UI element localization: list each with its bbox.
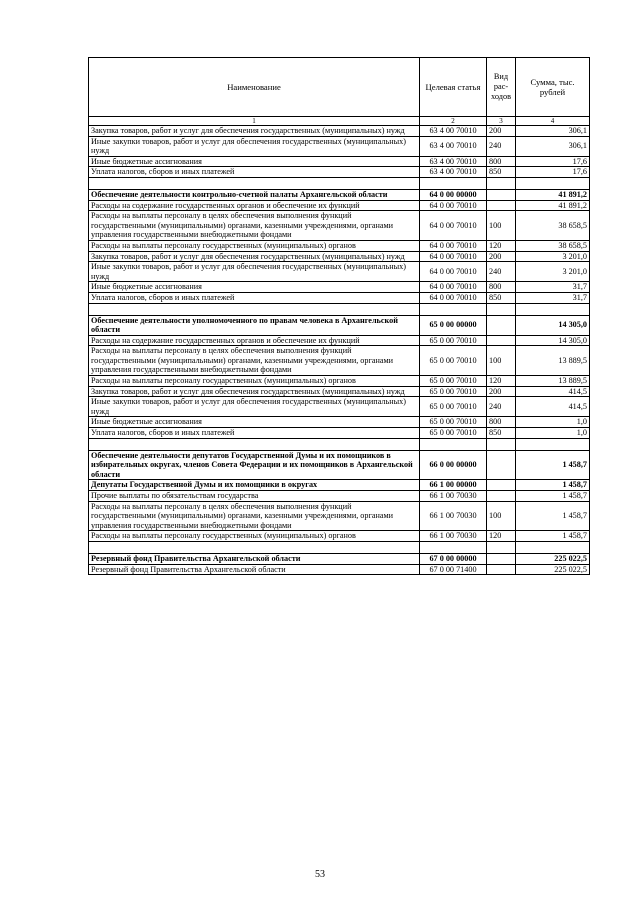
sum-cell: 414,5: [516, 386, 590, 397]
code-cell: 65 0 00 70010: [420, 335, 487, 346]
code-cell: 64 0 00 70010: [420, 240, 487, 251]
table-body: [89, 126, 590, 575]
name-cell: Уплата налогов, сборов и иных платежей: [89, 167, 420, 178]
name-cell: Расходы на выплаты персоналу в целях обеспечения выполнения функций государственными (муниципальными) органами, казенными учреждениями, органами управления государственными внебюджетными фондами: [89, 211, 420, 241]
table-row: [89, 564, 590, 575]
sum-cell: 1 458,7: [516, 491, 590, 502]
sum-cell: 1,0: [516, 428, 590, 439]
code-cell: 64 0 00 70010: [420, 282, 487, 293]
section-row: [89, 315, 590, 335]
type-cell: 800: [487, 156, 516, 167]
type-cell: 850: [487, 428, 516, 439]
code-cell: 65 0 00 70010: [420, 428, 487, 439]
type-cell: 240: [487, 136, 516, 156]
spacer-cell: [487, 541, 516, 553]
name-cell: Расходы на содержание государственных органов и обеспечение их функций: [89, 200, 420, 211]
column-number: 2: [420, 117, 487, 126]
table-row: [89, 491, 590, 502]
table-row: [89, 501, 590, 531]
name-cell: Закупка товаров, работ и услуг для обеспечения государственных (муниципальных) нужд: [89, 126, 420, 137]
type-cell: 100: [487, 501, 516, 531]
type-cell: 120: [487, 376, 516, 387]
type-cell: 200: [487, 126, 516, 137]
table-row: [89, 126, 590, 137]
spacer-cell: [89, 177, 420, 189]
type-cell: 100: [487, 346, 516, 376]
type-cell: 800: [487, 282, 516, 293]
name-cell: Обеспечение деятельности депутатов Государственной Думы и их помощников в избирательных округах, членов Совета Федерации и их помощников в Архангельской области: [89, 450, 420, 480]
name-cell: Расходы на выплаты персоналу государственных (муниципальных) органов: [89, 376, 420, 387]
table-row: [89, 167, 590, 178]
sum-cell: 13 889,5: [516, 376, 590, 387]
sum-cell: 1 458,7: [516, 450, 590, 480]
sum-cell: 14 305,0: [516, 315, 590, 335]
code-cell: 67 0 00 00000: [420, 553, 487, 564]
name-cell: Расходы на выплаты персоналу в целях обеспечения выполнения функций государственными (муниципальными) органами, казенными учреждениями, органами управления государственными внебюджетными фондами: [89, 501, 420, 531]
sum-cell: 17,6: [516, 167, 590, 178]
sum-cell: 3 201,0: [516, 262, 590, 282]
table-row: [89, 262, 590, 282]
section-row: [89, 450, 590, 480]
type-cell: 850: [487, 292, 516, 303]
spacer-cell: [420, 177, 487, 189]
header-type: Вид рас-ходов: [487, 58, 516, 117]
sum-cell: 306,1: [516, 136, 590, 156]
code-cell: 64 0 00 00000: [420, 189, 487, 200]
name-cell: Уплата налогов, сборов и иных платежей: [89, 292, 420, 303]
spacer-cell: [516, 438, 590, 450]
code-cell: 65 0 00 70010: [420, 397, 487, 417]
name-cell: Обеспечение деятельности уполномоченного по правам человека в Архангельской области: [89, 315, 420, 335]
column-number-row: [89, 117, 590, 126]
code-cell: 66 1 00 70030: [420, 491, 487, 502]
sum-cell: 225 022,5: [516, 553, 590, 564]
code-cell: 66 1 00 00000: [420, 480, 487, 491]
code-cell: 63 4 00 70010: [420, 156, 487, 167]
name-cell: Расходы на выплаты персоналу государственных (муниципальных) органов: [89, 531, 420, 542]
type-cell: [487, 200, 516, 211]
table-row: [89, 136, 590, 156]
code-cell: 65 0 00 70010: [420, 386, 487, 397]
table-row: [89, 531, 590, 542]
spacer-cell: [89, 303, 420, 315]
type-cell: [487, 564, 516, 575]
spacer-cell: [420, 303, 487, 315]
type-cell: [487, 450, 516, 480]
table-row: [89, 376, 590, 387]
name-cell: Расходы на выплаты персоналу в целях обеспечения выполнения функций государственными (муниципальными) органами, казенными учреждениями, органами управления государственными внебюджетными фондами: [89, 346, 420, 376]
code-cell: 64 0 00 70010: [420, 211, 487, 241]
table-row: [89, 428, 590, 439]
code-cell: 65 0 00 00000: [420, 315, 487, 335]
column-number: 3: [487, 117, 516, 126]
section-row: [89, 553, 590, 564]
name-cell: Резервный фонд Правительства Архангельской области: [89, 553, 420, 564]
spacer-row: [89, 541, 590, 553]
table-row: [89, 251, 590, 262]
sum-cell: 38 658,5: [516, 211, 590, 241]
table-row: [89, 335, 590, 346]
code-cell: 65 0 00 70010: [420, 346, 487, 376]
name-cell: Иные закупки товаров, работ и услуг для обеспечения государственных (муниципальных) нужд: [89, 136, 420, 156]
sum-cell: 306,1: [516, 126, 590, 137]
page-number: 53: [315, 869, 325, 880]
code-cell: 66 1 00 70030: [420, 531, 487, 542]
spacer-cell: [516, 177, 590, 189]
table-row: [89, 397, 590, 417]
name-cell: Иные закупки товаров, работ и услуг для обеспечения государственных (муниципальных) нужд: [89, 262, 420, 282]
name-cell: Иные бюджетные ассигнования: [89, 417, 420, 428]
code-cell: 64 0 00 70010: [420, 200, 487, 211]
type-cell: 850: [487, 167, 516, 178]
spacer-row: [89, 438, 590, 450]
sum-cell: 14 305,0: [516, 335, 590, 346]
name-cell: Иные бюджетные ассигнования: [89, 282, 420, 293]
type-cell: [487, 335, 516, 346]
type-cell: 200: [487, 386, 516, 397]
type-cell: [487, 491, 516, 502]
name-cell: Закупка товаров, работ и услуг для обеспечения государственных (муниципальных) нужд: [89, 251, 420, 262]
spacer-row: [89, 303, 590, 315]
sum-cell: 1 458,7: [516, 531, 590, 542]
table-row: [89, 346, 590, 376]
name-cell: Прочие выплаты по обязательствам государства: [89, 491, 420, 502]
type-cell: [487, 189, 516, 200]
type-cell: 120: [487, 531, 516, 542]
sum-cell: 3 201,0: [516, 251, 590, 262]
code-cell: 63 4 00 70010: [420, 126, 487, 137]
header-row: [89, 58, 590, 117]
type-cell: 120: [487, 240, 516, 251]
code-cell: 65 0 00 70010: [420, 417, 487, 428]
name-cell: Уплата налогов, сборов и иных платежей: [89, 428, 420, 439]
type-cell: 100: [487, 211, 516, 241]
spacer-cell: [420, 541, 487, 553]
spacer-cell: [516, 541, 590, 553]
code-cell: 67 0 00 71400: [420, 564, 487, 575]
type-cell: 240: [487, 262, 516, 282]
table-row: [89, 240, 590, 251]
code-cell: 64 0 00 70010: [420, 262, 487, 282]
sum-cell: 31,7: [516, 282, 590, 293]
column-number: 4: [516, 117, 590, 126]
sum-cell: 1 458,7: [516, 501, 590, 531]
budget-table: [88, 57, 590, 575]
spacer-cell: [516, 303, 590, 315]
name-cell: Резервный фонд Правительства Архангельской области: [89, 564, 420, 575]
type-cell: 800: [487, 417, 516, 428]
table-row: [89, 417, 590, 428]
sum-cell: 1 458,7: [516, 480, 590, 491]
sum-cell: 225 022,5: [516, 564, 590, 575]
name-cell: Иные бюджетные ассигнования: [89, 156, 420, 167]
code-cell: 63 4 00 70010: [420, 136, 487, 156]
spacer-cell: [487, 438, 516, 450]
sum-cell: 41 891,2: [516, 200, 590, 211]
spacer-cell: [487, 303, 516, 315]
type-cell: 200: [487, 251, 516, 262]
name-cell: Иные закупки товаров, работ и услуг для обеспечения государственных (муниципальных) нужд: [89, 397, 420, 417]
type-cell: 240: [487, 397, 516, 417]
table-row: [89, 282, 590, 293]
code-cell: 63 4 00 70010: [420, 167, 487, 178]
spacer-cell: [89, 438, 420, 450]
sum-cell: 1,0: [516, 417, 590, 428]
code-cell: 64 0 00 70010: [420, 292, 487, 303]
sum-cell: 31,7: [516, 292, 590, 303]
name-cell: Обеспечение деятельности контрольно-счетной палаты Архангельской области: [89, 189, 420, 200]
sum-cell: 17,6: [516, 156, 590, 167]
header-sum: Сумма, тыс. рублей: [516, 58, 590, 117]
table-row: [89, 386, 590, 397]
sum-cell: 38 658,5: [516, 240, 590, 251]
type-cell: [487, 553, 516, 564]
name-cell: Расходы на содержание государственных органов и обеспечение их функций: [89, 335, 420, 346]
type-cell: [487, 315, 516, 335]
header-code: Целевая статья: [420, 58, 487, 117]
table-row: [89, 292, 590, 303]
name-cell: Закупка товаров, работ и услуг для обеспечения государственных (муниципальных) нужд: [89, 386, 420, 397]
table-row: [89, 200, 590, 211]
sum-cell: 414,5: [516, 397, 590, 417]
code-cell: 64 0 00 70010: [420, 251, 487, 262]
column-number: 1: [89, 117, 420, 126]
code-cell: 66 0 00 00000: [420, 450, 487, 480]
code-cell: 66 1 00 70030: [420, 501, 487, 531]
section-row: [89, 480, 590, 491]
sum-cell: 41 891,2: [516, 189, 590, 200]
spacer-cell: [420, 438, 487, 450]
name-cell: Расходы на выплаты персоналу государственных (муниципальных) органов: [89, 240, 420, 251]
spacer-row: [89, 177, 590, 189]
spacer-cell: [487, 177, 516, 189]
sum-cell: 13 889,5: [516, 346, 590, 376]
spacer-cell: [89, 541, 420, 553]
section-row: [89, 189, 590, 200]
table-row: [89, 156, 590, 167]
type-cell: [487, 480, 516, 491]
code-cell: 65 0 00 70010: [420, 376, 487, 387]
header-name: Наименование: [89, 58, 420, 117]
name-cell: Депутаты Государственной Думы и их помощники в округах: [89, 480, 420, 491]
table-row: [89, 211, 590, 241]
